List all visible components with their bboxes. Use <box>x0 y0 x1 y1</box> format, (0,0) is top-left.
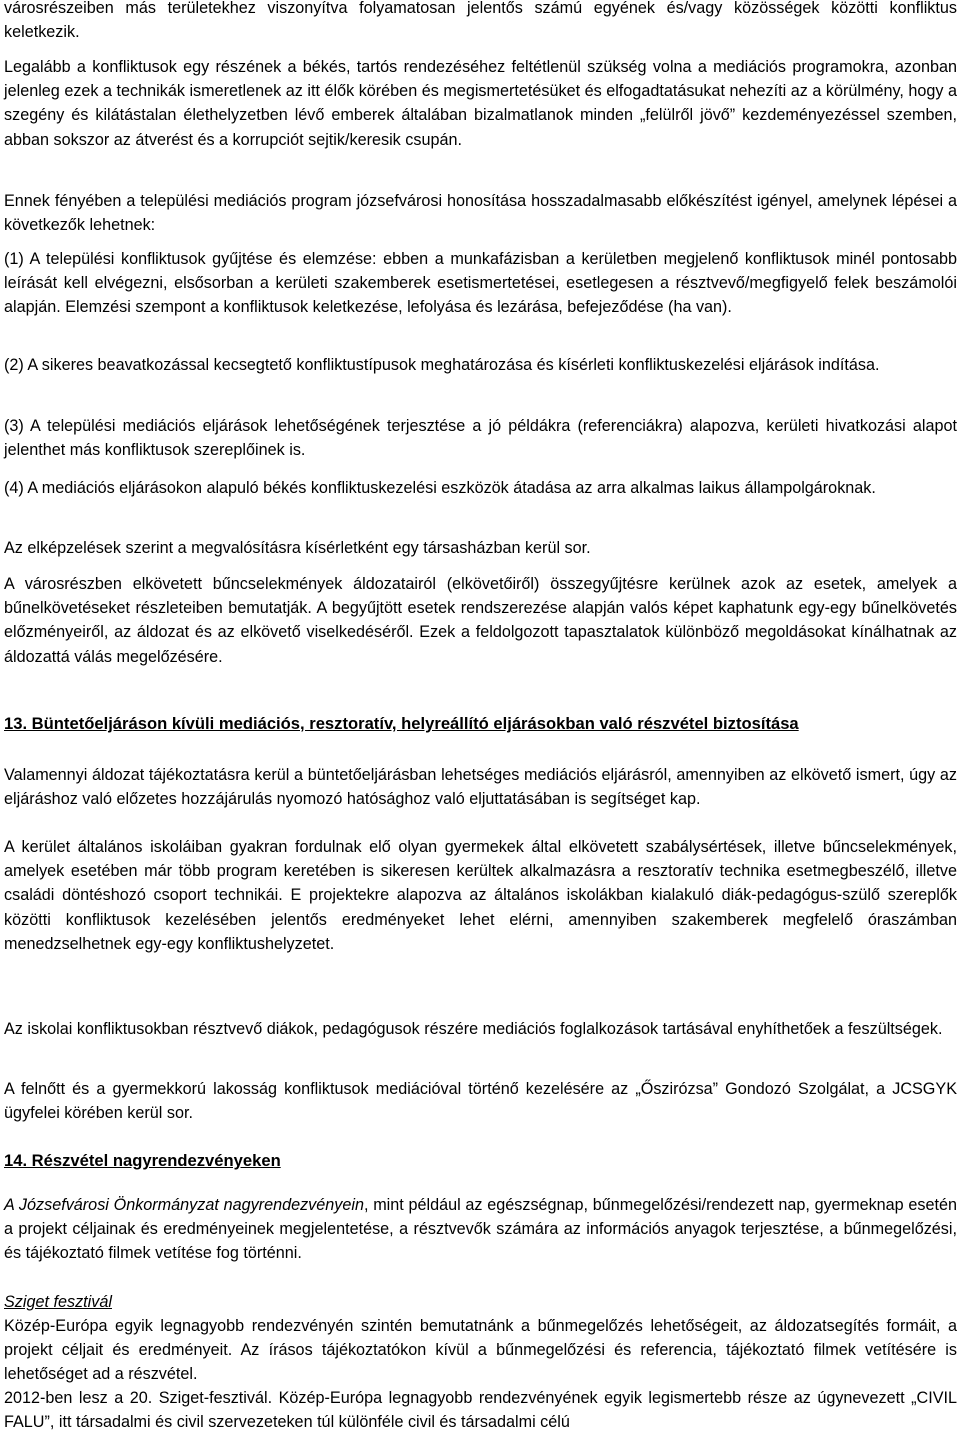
paragraph-crime-cases: A városrészben elkövetett bűncselekmények áldozatairól (elkövetőiről) összegyűjtésre kerülnek azok az esetek, amelyek a bűnelkövetéseket részleteiben bemutatják. A begyűjtött esetek rendszerezése alapján valós képet kaphatunk egy-egy bűnelkövetés előzményeiről, az áldozat és az elkövető viselkedéséről. Ezek a feldolgozott tapasztalatok különböző megoldásokat kínálhatnak az áldozattá válás megelőzésére. <box>4 575 957 666</box>
paragraph-step-2: (2) A sikeres beavatkozással kecsegtető konfliktustípusok meghatározása és kísérleti konfliktuskezelési eljárások indítása. <box>4 356 880 374</box>
paragraph-adult-child-mediation: A felnőtt és a gyermekkorú lakosság konfliktusok mediációval történő kezelésére az „Őszirózsa” Gondozó Szolgálat, a JCSGYK ügyfelei körében kerül sor. <box>4 1080 957 1123</box>
paragraph-victim-information: Valamennyi áldozat tájékoztatásra kerül a büntetőeljárásban lehetséges mediációs eljárásról, amennyiben az elkövető ismert, úgy az eljáráshoz való előzetes hozzájárulás nyomozó hatósághoz való eljuttatásában is segítséget kap. <box>4 766 957 809</box>
paragraph-intro-continued: városrészeiben más területekhez viszonyítva folyamatosan jelentős számú egyének és/vagy közösségek közötti konfliktus keletkezik. <box>4 0 957 42</box>
paragraph-sziget-presentation: Közép-Európa egyik legnagyobb rendezvényén szintén bemutatnánk a bűnmegelőzés lehetőségeit, az áldozatsegítés formáit, a projekt céljait és eredményeit. Az írásos tájékoztatókon kívül a bűnmegelőzési és referencia, tájékoztató filmek vetítésére is lehetőséget ad a részvétel. <box>4 1317 957 1384</box>
paragraph-sziget-2012: 2012-ben lesz a 20. Sziget-fesztivál. Közép-Európa legnagyobb rendezvényének egyik legismertebb része az úgynevezett „CIVIL FALU”, itt társadalmi és civil szervezeteken túl különféle civil és társadalmi célú <box>4 1389 957 1432</box>
paragraph-municipal-events <box>4 1193 957 1266</box>
paragraph-step-1: (1) A települési konfliktusok gyűjtése és elemzése: ebben a munkafázisban a kerületben megjelenő konfliktusok minél pontosabb leírását kell elvégezni, elsősorban a kerületi szakemberek esetismertetései, esetlegesen a résztvevő/megfigyelő felek beszámolói alapján. Elemzési szempont a konfliktusok keletkezése, lefolyása és lezárása, befejeződése (ha van). <box>4 250 957 317</box>
paragraph-program-steps-intro: Ennek fényében a települési mediációs program józsefvárosi honosítása hosszadalmasabb előkészítést igényel, amelynek lépései a következők lehetnek: <box>4 192 957 235</box>
paragraph-condominium-pilot: Az elképzelések szerint a megvalósításra kísérletként egy társasházban kerül sor. <box>4 539 591 557</box>
municipal-events-title: A Józsefvárosi Önkormányzat nagyrendezvényein <box>4 1196 364 1214</box>
paragraph-school-restorative: A kerület általános iskoláiban gyakran fordulnak elő olyan gyermekek által elkövetett szabálysértések, illetve bűncselekmények, amelyek esetében már több program keretében is sikeresen kerültek alkalmazásra a resztoratív technika esetmegbeszélő, illetve családi döntéshozó csoport technikái. E projektekre alapozva az általános iskolákban kialakuló diák-pedagógus-szülő szereplők közötti konfliktusok kezelésében jelentős eredményeket lehet elérni, amennyiben szakemberek megfelelő óraszámban menedzselhetnek egy-egy konfliktushelyzetet. <box>4 838 957 953</box>
paragraph-mediation-need: Legalább a konfliktusok egy részének a békés, tartós rendezéséhez feltétlenül szükség volna a mediációs programokra, azonban jelenleg ezek a technikák ismeretlenek az itt élők körében és megismertetésüket és elfogadtatásukat nehezíti az a körülmény, hogy a szegény és kilátástalan élethelyzetben lévő emberek általában bizalmatlanok minden „felülről jövő” kezdeményezéssel szemben, abban sokszor az átverést és a korrupciót sejtik/keresik csupán. <box>4 58 957 149</box>
sziget-festival-title: Sziget fesztivál <box>4 1293 112 1311</box>
paragraph-step-3: (3) A települési mediációs eljárások lehetőségének terjesztése a jó példákra (referenciákra) alapozva, kerületi hivatkozási alapot jelenthet más konfliktusok szereplőinek is. <box>4 417 957 460</box>
municipal-events-text: , mint például az egészségnap, bűnmegelőzési/rendezett nap, gyermeknap esetén a projekt céljainak és eredményeinek megjelentetése, a résztvevők számára az információs anyagok terjesztése, a bűnmegelőzési, és tájékoztató filmek vetítése fog történni. <box>4 1196 957 1263</box>
section-heading-14: 14. Részvétel nagyrendezvényeken <box>4 1151 281 1170</box>
paragraph-school-mediation: Az iskolai konfliktusokban résztvevő diákok, pedagógusok részére mediációs foglalkozások tartásával enyhíthetőek a feszültségek. <box>4 1020 943 1038</box>
section-heading-13: 13. Büntetőeljáráson kívüli mediációs, resztoratív, helyreállító eljárásokban való részvétel biztosítása <box>4 714 799 733</box>
paragraph-step-4: (4) A mediációs eljárásokon alapuló békés konfliktuskezelési eszközök átadása az arra alkalmas laikus állampolgároknak. <box>4 479 876 497</box>
